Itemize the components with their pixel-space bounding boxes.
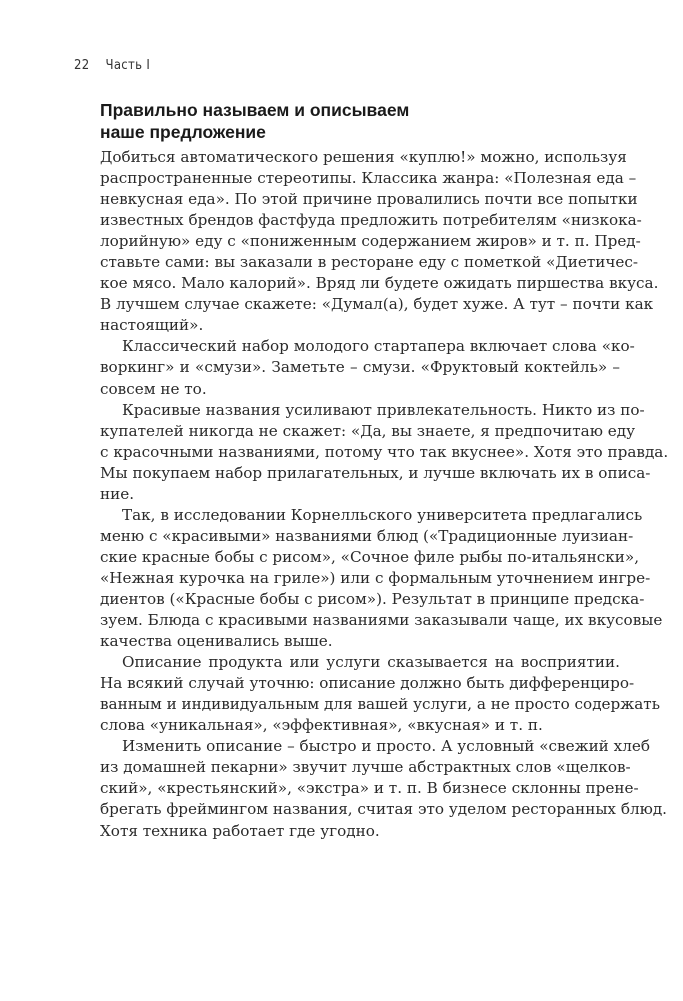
heading-line: Правильно называем и описываем xyxy=(100,100,410,120)
text-line: ские красные бобы с рисом», «Сочное филе рыбы по-итальянски», xyxy=(100,547,640,566)
text-line: с красочными названиями, потому что так вкуснее». Хотя это правда. xyxy=(100,442,669,461)
text-line: Хотя техника работает где угодно. xyxy=(100,821,380,840)
text-line: качества оценивались выше. xyxy=(100,632,333,651)
text-line: Изменить описание – быстро и просто. А условный «свежий хлеб xyxy=(122,737,650,756)
text-line: Описание продукта или услуги сказывается на восприятии. xyxy=(122,653,620,672)
text-line: «Нежная курочка на гриле») или с формальным уточнением ингре- xyxy=(100,568,651,587)
body-text xyxy=(100,147,669,842)
text-line: зуем. Блюда с красивыми названиями заказывали чаще, их вкусовые xyxy=(100,611,663,630)
text-line: брегать фреймингом названия, считая это уделом ресторанных блюд. xyxy=(100,800,668,819)
text-line: воркинг» и «смузи». Заметьте – смузи. «Фруктовый коктейль» – xyxy=(100,358,620,377)
text-line: На всякий случай уточню: описание должно быть дифференциро- xyxy=(100,674,635,693)
text-line: настоящий». xyxy=(100,316,204,335)
text-line: Добиться автоматического решения «куплю!» можно, используя xyxy=(100,148,627,166)
text-line: известных брендов фастфуда предложить потребителям «низкока- xyxy=(100,211,642,230)
running-header xyxy=(74,58,150,73)
paragraph xyxy=(100,505,663,652)
text-line: ние. xyxy=(100,484,135,503)
paragraph xyxy=(100,736,668,841)
text-line: из домашней пекарни» звучит лучше абстрактных слов «щелков- xyxy=(100,758,631,777)
text-line: ский», «крестьянский», «экстра» и т. п. В бизнесе склонны прене- xyxy=(100,779,639,798)
text-line: кое мясо. Мало калорий». Вряд ли будете ожидать пиршества вкуса. xyxy=(100,274,659,293)
text-line: лорийную» еду с «пониженным содержанием жиров» и т. п. Пред- xyxy=(100,232,641,251)
text-line: невкусная еда». По этой причине провалились почти все попытки xyxy=(100,190,638,209)
section-heading xyxy=(100,99,520,143)
text-line: ванным и индивидуальным для вашей услуги, а не просто содержать xyxy=(100,695,660,714)
paragraph xyxy=(100,400,669,505)
text-line: совсем не то. xyxy=(100,379,207,398)
part-title: Часть I xyxy=(105,58,151,73)
heading-line: наше предложение xyxy=(100,122,266,142)
paragraph xyxy=(100,652,660,736)
text-line: распространенные стереотипы. Классика жанра: «Полезная еда – xyxy=(100,169,637,188)
paragraph xyxy=(100,336,635,399)
text-line: Красивые названия усиливают привлекательность. Никто из по- xyxy=(122,400,645,419)
text-line: Мы покупаем набор прилагательных, и лучше включать их в описа- xyxy=(100,463,651,482)
text-line: Так, в исследовании Корнелльского университета предлагались xyxy=(122,505,643,524)
paragraph xyxy=(100,147,659,336)
text-line: слова «уникальная», «эффективная», «вкусная» и т. п. xyxy=(100,716,543,735)
text-line: ставьте сами: вы заказали в ресторане еду с пометкой «Диетичес- xyxy=(100,253,639,272)
text-line: диентов («Красные бобы с рисом»). Результат в принципе предска- xyxy=(100,589,645,608)
text-line: В лучшем случае скажете: «Думал(а), будет хуже. А тут – почти как xyxy=(100,295,654,314)
text-line: меню с «красивыми» названиями блюд («Традиционные луизиан- xyxy=(100,526,634,545)
text-line: Классический набор молодого стартапера включает слова «ко- xyxy=(122,337,635,356)
text-line: купателей никогда не скажет: «Да, вы знаете, я предпочитаю еду xyxy=(100,421,636,440)
page-number: 22 xyxy=(74,58,90,73)
